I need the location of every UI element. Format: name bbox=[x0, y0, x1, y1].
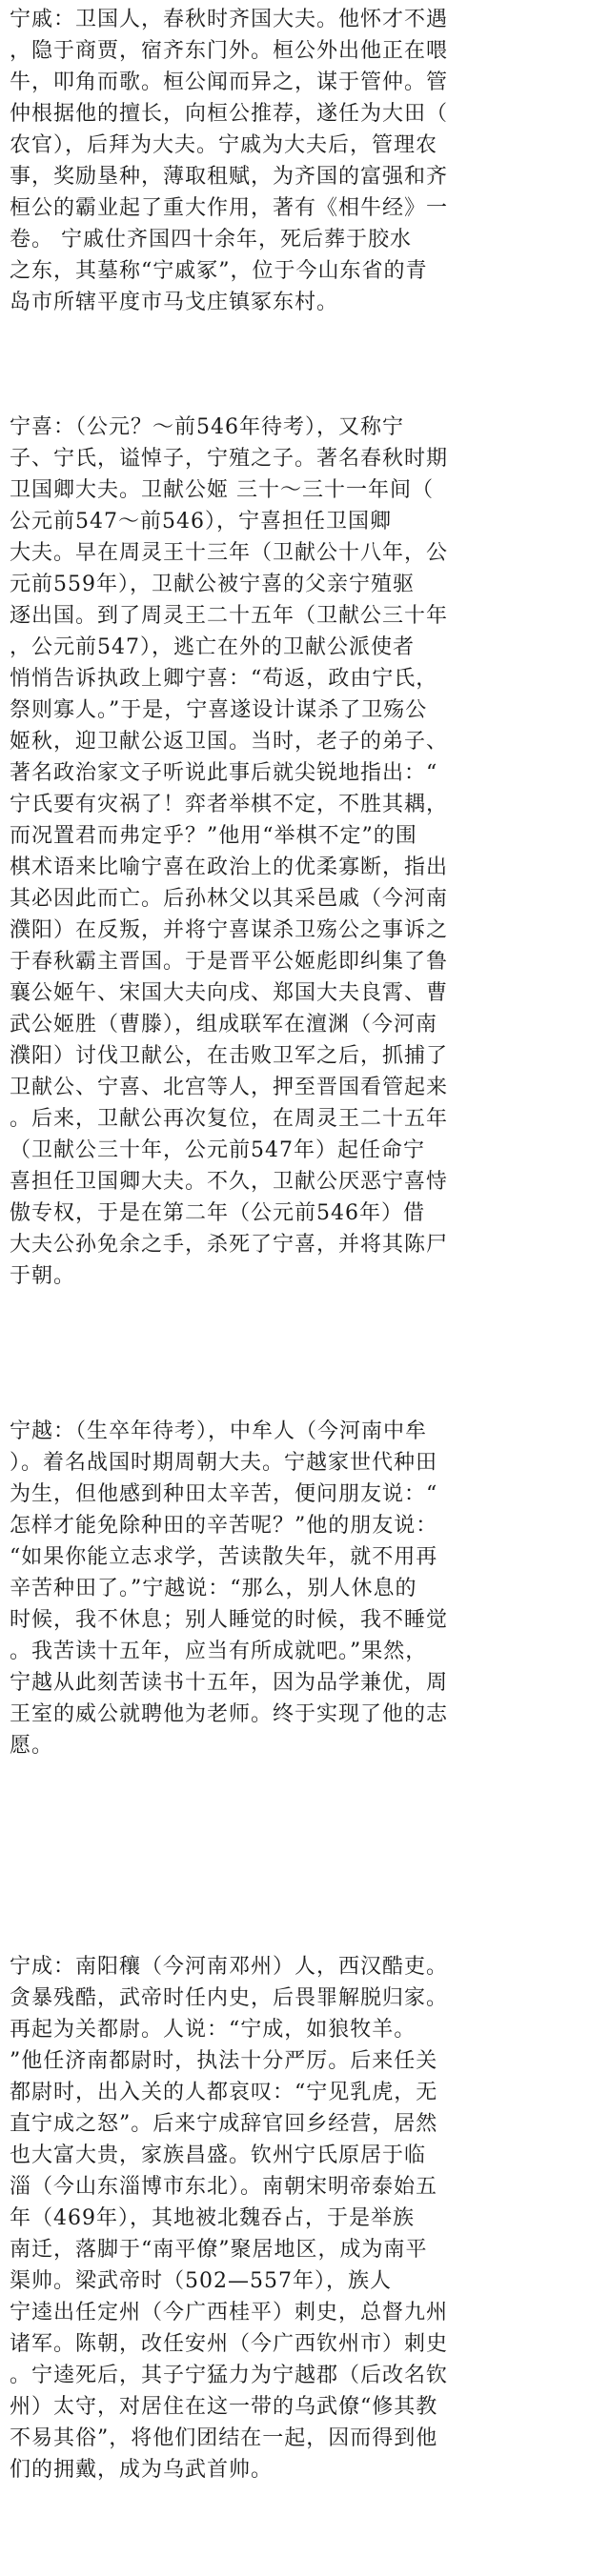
text-line: 公元前547～前546），宁喜担任卫国卿 bbox=[10, 510, 392, 533]
entry-ning-yue bbox=[10, 1416, 602, 1761]
text-line: 宁越从此刻苦读书十五年，因为品学兼优，周 bbox=[10, 1671, 449, 1695]
text-line: 姬秋，迎卫献公返卫国。当时，老子的弟子、 bbox=[10, 730, 449, 754]
entry-ning-qi bbox=[10, 4, 602, 318]
text-line: “如果你能立志求学，苦读散失年，就不用再 bbox=[10, 1545, 438, 1569]
text-line: 。后来，卫献公再次复位，在周灵王二十五年 bbox=[10, 1107, 449, 1131]
text-line: （卫献公三十年，公元前547年）起任命宁 bbox=[10, 1138, 425, 1162]
text-line: 傲专权，于是在第二年（公元前546年）借 bbox=[10, 1201, 425, 1225]
text-line: ”他任济南都尉时，执法十分严厉。后来任关 bbox=[10, 2049, 438, 2073]
text-line: 大夫。早在周灵王十三年（卫献公十八年，公 bbox=[10, 541, 449, 565]
text-line: 。宁逵死后，其子宁猛力为宁越郡（后改名钦 bbox=[10, 2364, 449, 2387]
text-line: 辛苦种田了。”宁越说：“那么，别人休息的 bbox=[10, 1577, 417, 1600]
text-line: 都尉时，出入关的人都哀叹：“宁见乳虎，无 bbox=[10, 2081, 438, 2104]
text-line: 武公姬胜（曹滕），组成联军在澶渊（今河南 bbox=[10, 1013, 438, 1036]
text-line: 宁逵出任定州（今广西桂平）刺史，总督九州 bbox=[10, 2301, 449, 2324]
text-line: 祭则寡人。”于是，宁喜遂设计谋杀了卫殇公 bbox=[10, 698, 428, 722]
entry-ning-xi bbox=[10, 412, 602, 1292]
text-line: 宁喜：（公元？～前546年待考），又称宁 bbox=[10, 415, 404, 439]
text-line: 时候，我不休息；别人睡觉的时候，我不睡觉 bbox=[10, 1608, 449, 1632]
text-line: 著名政治家文子听说此事后就尖锐地指出：“ bbox=[10, 761, 438, 785]
text-line: 再起为关都尉。人说：“宁成，如狼牧羊。 bbox=[10, 2018, 417, 2042]
text-line: 卷。 宁戚仕齐国四十余年，死后葬于胶水 bbox=[10, 228, 412, 252]
text-line: 为生，但他感到种田太辛苦，便问朋友说：“ bbox=[10, 1482, 438, 1506]
text-line: 于朝。 bbox=[10, 1264, 76, 1288]
text-line: 也大富大贵，家族昌盛。钦州宁氏原居于临 bbox=[10, 2143, 427, 2167]
text-line: 元前559年），卫献公被宁喜的父亲宁殖驱 bbox=[10, 573, 415, 596]
text-line: 桓公的霸业起了重大作用，著有《相牛经》一 bbox=[10, 196, 449, 220]
text-line: 仲根据他的擅长，向桓公推荐，遂任为大田（ bbox=[10, 102, 449, 126]
text-line: 诸军。陈朝，改任安州（今广西钦州市）刺史 bbox=[10, 2332, 449, 2356]
text-line: 州）太守，对居住在这一带的乌武僚“修其教 bbox=[10, 2395, 438, 2419]
text-line: 逐出国。到了周灵王二十五年（卫献公三十年 bbox=[10, 604, 449, 628]
text-line: ，隐于商贾，宿齐东门外。桓公外出他正在喂 bbox=[10, 39, 449, 63]
text-line: 卫国卿大夫。卫献公姬 三十～三十一年间（ bbox=[10, 478, 434, 502]
text-line: 濮阳）在反叛，并将宁喜谋杀卫殇公之事诉之 bbox=[10, 918, 449, 942]
text-line: 子、宁氏，谥悼子，宁殖之子。著名春秋时期 bbox=[10, 447, 449, 471]
text-line: 濮阳）讨伐卫献公，在击败卫军之后，抓捕了 bbox=[10, 1044, 449, 1068]
text-line: 淄（今山东淄博市东北）。南朝宋明帝泰始五 bbox=[10, 2175, 438, 2199]
text-line: 农官），后拜为大夫。宁戚为大夫后，管理农 bbox=[10, 133, 438, 157]
text-line: 棋术语来比喻宁喜在政治上的优柔寡断，指出 bbox=[10, 855, 449, 879]
text-line: 其必因此而亡。后孙林父以其采邑戚（今河南 bbox=[10, 887, 449, 911]
text-line: 襄公姬午、宋国大夫向戌、郑国大夫良霄、曹 bbox=[10, 981, 449, 1005]
text-line: 宁越：（生卒年待考），中牟人（今河南中牟 bbox=[10, 1419, 428, 1443]
text-line: 们的拥戴，成为乌武首帅。 bbox=[10, 2458, 274, 2482]
text-line: 悄悄告诉执政上卿宁喜：“苟返，政由宁氏， bbox=[10, 667, 438, 691]
text-line: 而况置君而弗定乎？”他用“举棋不定”的围 bbox=[10, 824, 417, 848]
text-line: 牛，叩角而歌。桓公闻而异之，谋于管仲。管 bbox=[10, 70, 449, 94]
text-line: 之东，其墓称“宁戚冢”，位于今山东省的青 bbox=[10, 259, 428, 283]
text-line: 王室的威公就聘他为老师。终于实现了他的志 bbox=[10, 1702, 449, 1726]
text-line: 喜担任卫国卿大夫。不久，卫献公厌恶宁喜恃 bbox=[10, 1170, 449, 1194]
text-line: 南迁，落脚于“南平僚”聚居地区，成为南平 bbox=[10, 2238, 428, 2262]
text-line: 事，奖励垦种，薄取租赋，为齐国的富强和齐 bbox=[10, 165, 449, 189]
text-line: 卫献公、宁喜、北宫等人，押至晋国看管起来 bbox=[10, 1076, 449, 1099]
text-line: 渠帅。梁武帝时（502—557年），族人 bbox=[10, 2269, 392, 2293]
entry-ning-cheng bbox=[10, 1951, 602, 2485]
text-line: 宁戚：卫国人，春秋时齐国大夫。他怀才不遇 bbox=[10, 8, 449, 31]
text-line: ）。着名战国时期周朝大夫。宁越家世代种田 bbox=[10, 1451, 438, 1475]
text-line: 愿。 bbox=[10, 1734, 54, 1758]
text-line: 宁成：南阳穰（今河南邓州）人，西汉酷吏。 bbox=[10, 1955, 449, 1979]
text-line: 贪暴残酷，武帝时任内史，后畏罪解脱归家。 bbox=[10, 1986, 449, 2010]
text-line: 年（469年），其地被北魏吞占，于是举族 bbox=[10, 2206, 415, 2230]
text-line: 。我苦读十五年，应当有所成就吧。”果然， bbox=[10, 1640, 428, 1663]
text-line: ，公元前547），逃亡在外的卫献公派使者 bbox=[10, 635, 415, 659]
text-line: 宁氏要有灾祸了！弈者举棋不定，不胜其耦， bbox=[10, 793, 449, 816]
text-line: 于春秋霸主晋国。于是晋平公姬彪即纠集了鲁 bbox=[10, 950, 449, 974]
text-line: 大夫公孙免余之手，杀死了宁喜，并将其陈尸 bbox=[10, 1233, 449, 1257]
text-line: 不易其俗”，将他们团结在一起，因而得到他 bbox=[10, 2426, 438, 2450]
text-line: 岛市所辖平度市马戈庄镇冢东村。 bbox=[10, 291, 339, 314]
text-line: 怎样才能免除种田的辛苦呢？”他的朋友说： bbox=[10, 1514, 438, 1538]
text-line: 直宁成之怒”。后来宁成辞官回乡经营，居然 bbox=[10, 2112, 438, 2136]
